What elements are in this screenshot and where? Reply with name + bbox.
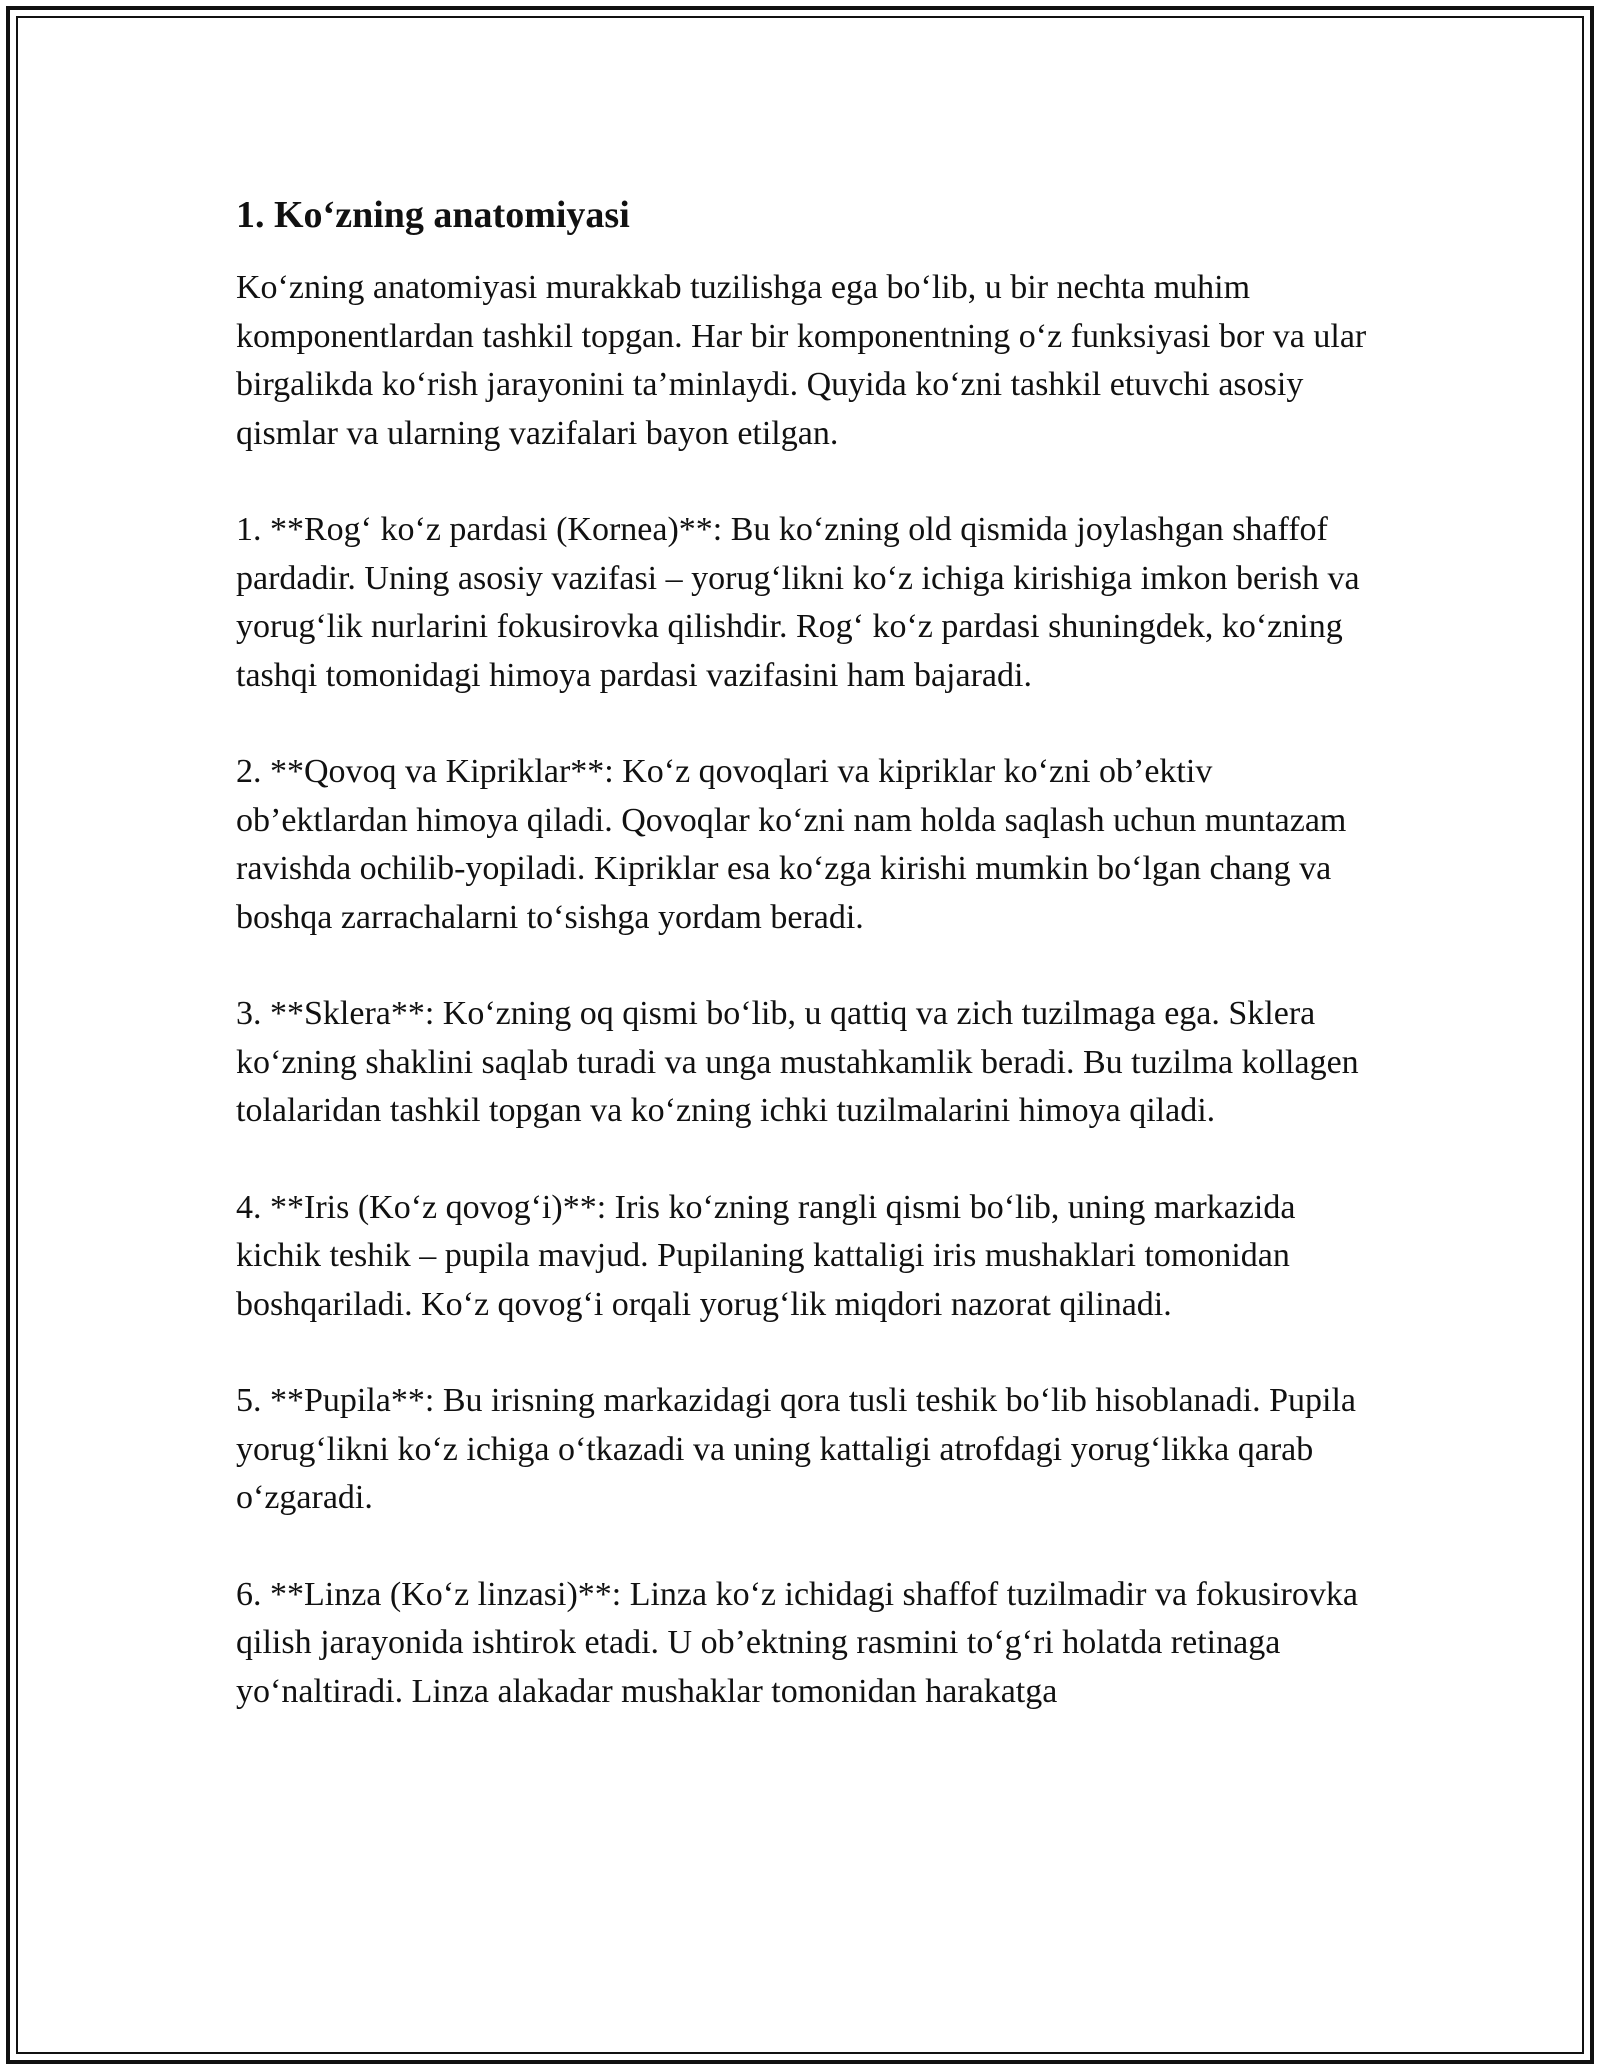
paragraph-sclera: 3. **Sklera**: Ko‘zning oq qismi bo‘lib, u qattiq va zich tuzilmaga ega. Sklera ko‘zning shaklini saqlab turadi va unga mustahkamlik beradi. Bu tuzilma kollagen tolalaridan tashkil topgan va ko‘zning ichki tuzilmalarini himoya qiladi. (236, 995, 1359, 1129)
paragraph-lens: 6. **Linza (Ko‘z linzasi)**: Linza ko‘z ichidagi shaffof tuzilmadir va fokusirovka qilish jarayonida ishtirok etadi. U ob’ektning rasmini to‘g‘ri holatda retinaga yo‘naltiradi. Linza alakadar mushaklar tomonidan harakatga (236, 1575, 1358, 1710)
paragraph-eyelids: 2. **Qovoq va Kipriklar**: Ko‘z qovoqlari va kipriklar ko‘zni ob’ektiv ob’ektlardan himoya qiladi. Qovoqlar ko‘zni nam holda saqlash uchun muntazam ravishda ochilib-yopiladi. Kipriklar esa ko‘zga kirishi mumkin bo‘lgan chang va boshqa zarrachalarni to‘sishga yordam beradi. (236, 753, 1347, 936)
intro-paragraph: Ko‘zning anatomiyasi murakkab tuzilishga ega bo‘lib, u bir nechta muhim komponentlardan tashkil topgan. Har bir komponentning o‘z funksiyasi bor va ular birgalikda ko‘rish jarayonini ta’minlaydi. Quyida ko‘zni tashkil etuvchi asosiy qismlar va ularning vazifalari bayon etilgan. (236, 269, 1367, 452)
paragraph-cornea: 1. **Rog‘ ko‘z pardasi (Kornea)**: Bu ko‘zning old qismida joylashgan shaffof pardadir. Uning asosiy vazifasi – yorug‘likni ko‘z ichiga kirishiga imkon berish va yorug‘lik nurlarini fokusirovka qilishdir. Rog‘ ko‘z pardasi shuningdek, ko‘zning tashqi tomonidagi himoya pardasi vazifasini ham bajaradi. (236, 511, 1360, 694)
section-heading: 1. Ko‘zning anatomiyasi (236, 194, 630, 236)
paragraph-iris: 4. **Iris (Ko‘z qovog‘i)**: Iris ko‘zning rangli qismi bo‘lib, uning markazida kichik teshik – pupila mavjud. Pupilaning kattaligi iris mushaklari tomonidan boshqariladi. Ko‘z qovog‘i orqali yorug‘lik miqdori nazorat qilinadi. (236, 1188, 1296, 1323)
document-body (236, 186, 1376, 1764)
paragraph-pupil: 5. **Pupila**: Bu irisning markazidagi qora tusli teshik bo‘lib hisoblanadi. Pupila yorug‘likni ko‘z ichiga o‘tkazadi va uning kattaligi atrofdagi yorug‘likka qarab o‘zgaradi. (236, 1382, 1356, 1516)
